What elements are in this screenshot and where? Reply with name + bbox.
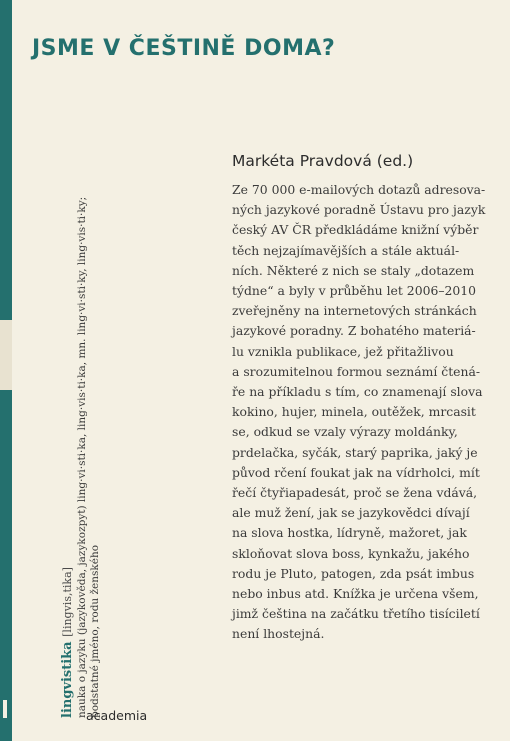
- blurb-line: původ rčení foukat jak na vídrholci, mít: [232, 464, 480, 480]
- blurb-line: skloňovat slova boss, kynkažu, jakého: [232, 545, 470, 561]
- blurb-line: Ze 70 000 e-mailových dotazů adresova-: [232, 182, 486, 197]
- blurb-line: ních. Některé z nich se staly „dotazem: [232, 262, 475, 278]
- blurb-line: a srozumitelnou formou seznámí čtená-: [232, 363, 481, 379]
- blurb-line: kokino, hujer, minela, outěžek, mrcasit: [232, 404, 476, 420]
- dictionary-headword: lingvistika: [60, 641, 75, 718]
- dictionary-pronunciation: [lingvis,tika]: [61, 567, 74, 637]
- blurb-line: jimž čeština na začátku třetího tisíciletí: [232, 606, 480, 622]
- book-author: Markéta Pravdová (ed.): [232, 152, 414, 170]
- blurb-line: český AV ČR předkládáme knižní výběr: [232, 222, 479, 238]
- spine-teal-top: [0, 0, 12, 320]
- blurb-line: není lhostejná.: [232, 626, 325, 642]
- blurb-line: ře na příkladu s tím, co znamenají slova: [232, 384, 483, 400]
- blurb-line: těch nejzajímavějších a stále aktuál-: [232, 242, 460, 258]
- publisher-logo: academia: [86, 708, 148, 723]
- blurb-line: rodu je Pluto, patogen, zda psát imbus: [232, 565, 475, 581]
- spine-mark: [3, 700, 7, 718]
- blurb-line: prdelačka, syčák, starý paprika, jaký je: [232, 444, 478, 460]
- blurb-line: ných jazykové poradně Ústavu pro jazyk: [232, 202, 486, 218]
- book-title: JSME V ČEŠTINĚ DOMA?: [32, 36, 336, 61]
- dictionary-headword-line: [60, 198, 76, 718]
- blurb-line: lu vznikla publikace, jež přitažlivou: [232, 343, 454, 359]
- blurb-line: jazykové poradny. Z bohatého materiá-: [232, 323, 476, 339]
- dictionary-definition-line: nauka o jazyku (jazykověda, jazykozpyt) ling·vi·sti·ka, ling·vis·ti·ka, mn. ling·vi·sti·ky, ling·vis·ti·ky;: [76, 196, 88, 718]
- blurb-line: týdne“ a byly v průběhu let 2006–2010: [232, 283, 477, 299]
- blurb-line: na slova hostka, lídryně, mažoret, jak: [232, 525, 467, 541]
- blurb-line: zveřejněny na internetových stránkách: [232, 303, 477, 319]
- dictionary-entry: [60, 198, 102, 718]
- blurb-line: se, odkud se vzaly výrazy moldánky,: [232, 424, 458, 440]
- spine-bar: [0, 0, 12, 741]
- blurb-text: [232, 180, 490, 645]
- blurb-line: ale muž žení, jak se jazykovědci dívají: [232, 505, 470, 521]
- dictionary-definition-line: podstatné jméno, rodu ženského: [89, 544, 101, 718]
- spine-teal-bottom: [0, 390, 12, 741]
- blurb-line: nebo inbus atd. Knížka je určena všem,: [232, 586, 479, 602]
- blurb-line: řečí čtyřiapadesát, proč se žena vdává,: [232, 485, 478, 501]
